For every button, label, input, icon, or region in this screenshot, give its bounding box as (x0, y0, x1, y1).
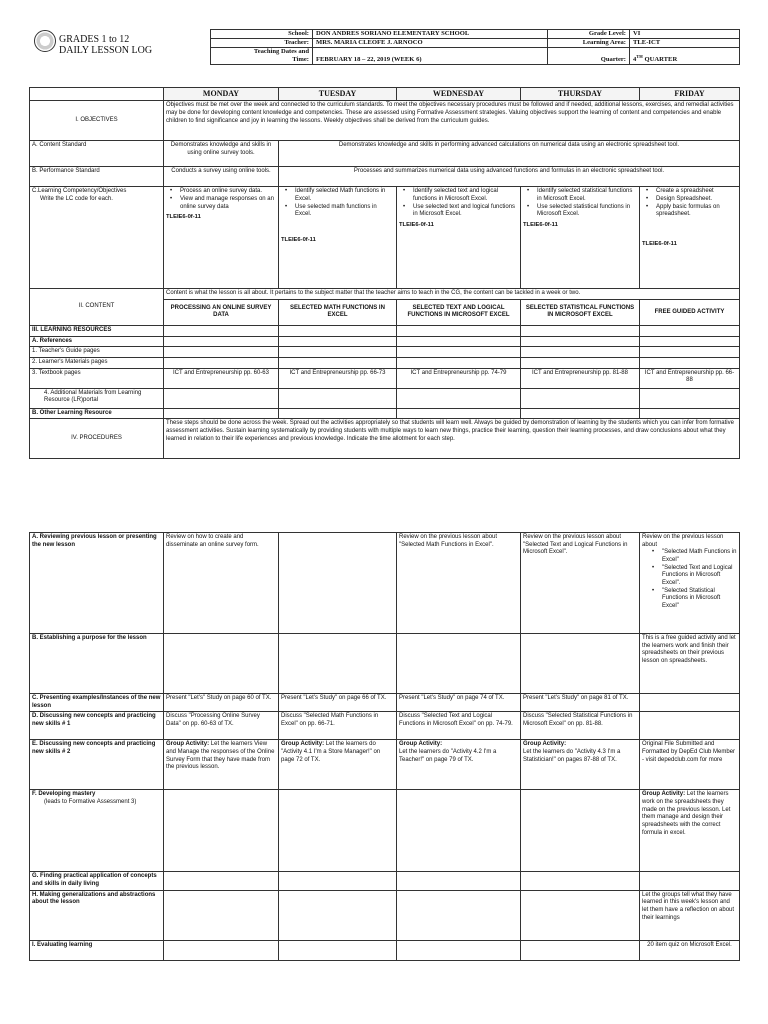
step-d-monday: Discuss "Processing Online Survey Data" on pp. 60-63 of TX. (164, 712, 279, 740)
additional-materials-label: 4. Additional Materials from Learning Resource (LR)portal (30, 388, 164, 408)
step-d-label: D. Discussing new concepts and practicing new skills # 1 (30, 712, 164, 740)
content-friday: FREE GUIDED ACTIVITY (640, 299, 740, 325)
day-friday: FRIDAY (640, 88, 740, 101)
dates-label: Teaching Dates and Time: (211, 48, 313, 65)
empty-corner (30, 88, 164, 101)
step-e-tuesday: Group Activity: Let the learners do "Activity 4.1 I'm a Store Manager!" on page 72 of TX. (279, 740, 397, 790)
competency-wednesday: • Identify selected text and logical functions in Microsoft Excel. • Use selected text and logical functions in Microsoft Excel. TLEIE6-0f-11 (397, 187, 521, 289)
step-e-friday: Original File Submitted and Formatted by DepEd Club Member - visit depedclub.com for more (640, 740, 740, 790)
step-h-label: H. Making generalizations and abstractions about the lesson (30, 890, 164, 940)
procedures-label: IV. PROCEDURES (30, 419, 164, 459)
objectives-text: Objectives must be met over the week and connected to the curriculum standards. To meet the objectives necessary procedures must be followed and if needed, additional lessons, exercises, and remedial activities may be done for developing content knowledge and competencies. These are assessed using Formative Assessment strategies. Valuing objectives support the learning of content and competencies and enable children to find significance and joy in learning the lessons. Weekly objectives shall be derived from the curriculum guides. (164, 101, 740, 141)
quarter-value: 4TH QUARTER (630, 48, 740, 65)
title-line-2: DAILY LESSON LOG (59, 45, 153, 56)
header-info-table (210, 29, 740, 65)
performance-standard-label: B. Performance Standard (30, 167, 164, 187)
step-b-friday: This is a free guided activity and let the learners work and finish their spreadsheets on their previous lesson on spreadsheets. (640, 634, 740, 694)
step-e-wednesday: Group Activity: Let the learners do "Activity 4.2 I'm a Teacher!" on page 79 of TX. (397, 740, 521, 790)
teacher-label: Teacher: (211, 39, 313, 48)
procedures-text: These steps should be done across the week. Spread out the activities appropriately so that students will learn well. Always be guided by demonstration of learning by the students which you can infer from formative assessment activities. Sustain learning systematically by providing students with multiple ways to learn new things, practice their learning, question their learning processes, and draw conclusions about what they learned in relation to their life experiences and previous knowledge. Indicate the time allotment for each step. (164, 419, 740, 459)
step-c-label: C. Presenting examples/Instances of the new lesson (30, 694, 164, 712)
teachers-guide-label: 1. Teacher's Guide pages (30, 347, 164, 358)
objectives-label: I. OBJECTIVES (30, 101, 164, 141)
step-f-friday: Group Activity: Let the learners work on the spreadsheets they made on the previous lesson. Let them manage and design their spreadsheets with the correct formula in excel. (640, 790, 740, 872)
step-c-wednesday: Present "Let's Study" on page 74 of TX. (397, 694, 521, 712)
step-c-thursday: Present "Let's Study" on page 81 of TX. (521, 694, 640, 712)
day-wednesday: WEDNESDAY (397, 88, 521, 101)
step-c-monday: Present "Let's" Study on page 60 of TX. (164, 694, 279, 712)
area-label: Learning Area: (548, 39, 630, 48)
title-line-1: GRADES 1 to 12 (59, 34, 130, 45)
quarter-label: Quarter: (548, 48, 630, 65)
step-e-label: E. Discussing new concepts and practicing new skills # 2 (30, 740, 164, 790)
step-a-monday: Review on how to create and disseminate an online survey form. (164, 533, 279, 634)
competency-monday: • Process an online survey data. • View and manage responses on an online survey data TLEIE6-0f-11 (164, 187, 279, 289)
textbook-monday: ICT and Entrepreneurship pp. 60-63 (164, 368, 279, 388)
step-d-tuesday: Discuss "Selected Math Functions in Excel" on pp. 66-71. (279, 712, 397, 740)
day-tuesday: TUESDAY (279, 88, 397, 101)
step-d-wednesday: Discuss "Selected Text and Logical Functions in Microsoft Excel" on pp. 74-79. (397, 712, 521, 740)
step-a-label: A. Reviewing previous lesson or presenting the new lesson (30, 533, 164, 634)
content-note: Content is what the lesson is all about. It pertains to the subject matter that the teacher aims to teach in the CG, the content can be tackled in a week or two. (164, 289, 740, 300)
area-value: TLE-ICT (630, 39, 740, 48)
step-c-tuesday: Present "Let's Study" on page 66 of TX. (279, 694, 397, 712)
step-e-thursday: Group Activity: Let the learners do "Activity 4.3 I'm a Statistician!" on pages 87-88 of TX. (521, 740, 640, 790)
textbook-label: 3. Textbook pages (30, 368, 164, 388)
step-h-friday: Let the groups tell what they have learned in this week's lesson and let them have a reflection on about their learnings (640, 890, 740, 940)
grade-value: VI (630, 30, 740, 39)
school-value: DON ANDRES SORIANO ELEMENTARY SCHOOL (313, 30, 548, 39)
step-a-thursday: Review on the previous lesson about "Selected Text and Logical Functions in Microsoft Excel". (521, 533, 640, 634)
resources-label: III. LEARNING RESOURCES (30, 325, 164, 336)
day-thursday: THURSDAY (521, 88, 640, 101)
learners-materials-label: 2. Learner's Materials pages (30, 357, 164, 368)
references-label: A. References (30, 336, 164, 347)
grade-label: Grade Level: (548, 30, 630, 39)
content-monday: PROCESSING AN ONLINE SURVEY DATA (164, 299, 279, 325)
content-thursday: SELECTED STATISTICAL FUNCTIONS IN MICROSOFT EXCEL (521, 299, 640, 325)
day-monday: MONDAY (164, 88, 279, 101)
textbook-thursday: ICT and Entrepreneurship pp. 81-88 (521, 368, 640, 388)
step-b-label: B. Establishing a purpose for the lesson (30, 634, 164, 694)
dates-value: FEBRUARY 18 – 22, 2019 (WEEK 6) (313, 48, 548, 65)
deped-seal-logo (34, 30, 56, 52)
textbook-tuesday: ICT and Entrepreneurship pp. 66-73 (279, 368, 397, 388)
performance-standard-monday: Conducts a survey using online tools. (164, 167, 279, 187)
content-standard-rest: Demonstrates knowledge and skills in performing advanced calculations on numerical data using an electronic spreadsheet tool. (279, 141, 740, 167)
performance-standard-rest: Processes and summarizes numerical data using advanced functions and formulas in an electronic spreadsheet tool. (279, 167, 740, 187)
competency-label: C.Learning Competency/Objectives Write the LC code for each. (30, 187, 164, 289)
step-i-label: I. Evaluating learning (30, 940, 164, 960)
procedures-table (29, 532, 740, 961)
other-resources-label: B. Other Learning Resource (30, 408, 164, 419)
competency-tuesday: • Identify selected Math functions in Excel. • Use selected math functions in Excel. TLEIE6-0f-11 (279, 187, 397, 289)
step-a-wednesday: Review on the previous lesson about "Selected Math Functions in Excel". (397, 533, 521, 634)
content-standard-monday: Demonstrates knowledge and skills in using online survey tools. (164, 141, 279, 167)
competency-thursday: • Identify selected statistical functions in Microsoft Excel. • Use selected statistical functions in Microsoft Excel. TLEIE6-0f-11 (521, 187, 640, 289)
content-standard-label: A. Content Standard (30, 141, 164, 167)
step-g-label: G. Finding practical application of concepts and skills in daily living (30, 872, 164, 890)
step-d-thursday: Discuss "Selected Statistical Functions in Microsoft Excel" on pp. 81-88. (521, 712, 640, 740)
content-wednesday: SELECTED TEXT AND LOGICAL FUNCTIONS IN MICROSOFT EXCEL (397, 299, 521, 325)
step-a-friday: Review on the previous lesson about • "Selected Math Functions in Excel" • "Selected Text and Logical Functions in Microsoft Excel". • "Selected Statistical Functions in Microsoft Excel" (640, 533, 740, 634)
teacher-value: MRS. MARIA CLEOFE J. ARNOCO (313, 39, 548, 48)
step-f-label: F. Developing mastery (leads to Formative Assessment 3) (30, 790, 164, 872)
content-tuesday: SELECTED MATH FUNCTIONS IN EXCEL (279, 299, 397, 325)
competency-friday: • Create a spreadsheet • Design Spreadsheet. • Apply basic formulas on spreadsheet. TLEIE6-0f-11 (640, 187, 740, 289)
school-label: School: (211, 30, 313, 39)
lesson-log-table (29, 87, 740, 459)
textbook-wednesday: ICT and Entrepreneurship pp. 74-79 (397, 368, 521, 388)
step-e-monday: Group Activity: Let the learners View and Manage the responses of the Online Survey Form that they have made from the previous lesson. (164, 740, 279, 790)
textbook-friday: ICT and Entrepreneurship pp. 66-88 (640, 368, 740, 388)
content-label: II. CONTENT (30, 289, 164, 326)
step-i-friday: 20 item quiz on Microsoft Excel. (640, 940, 740, 960)
title-block (59, 34, 152, 56)
step-a-tuesday (279, 533, 397, 634)
